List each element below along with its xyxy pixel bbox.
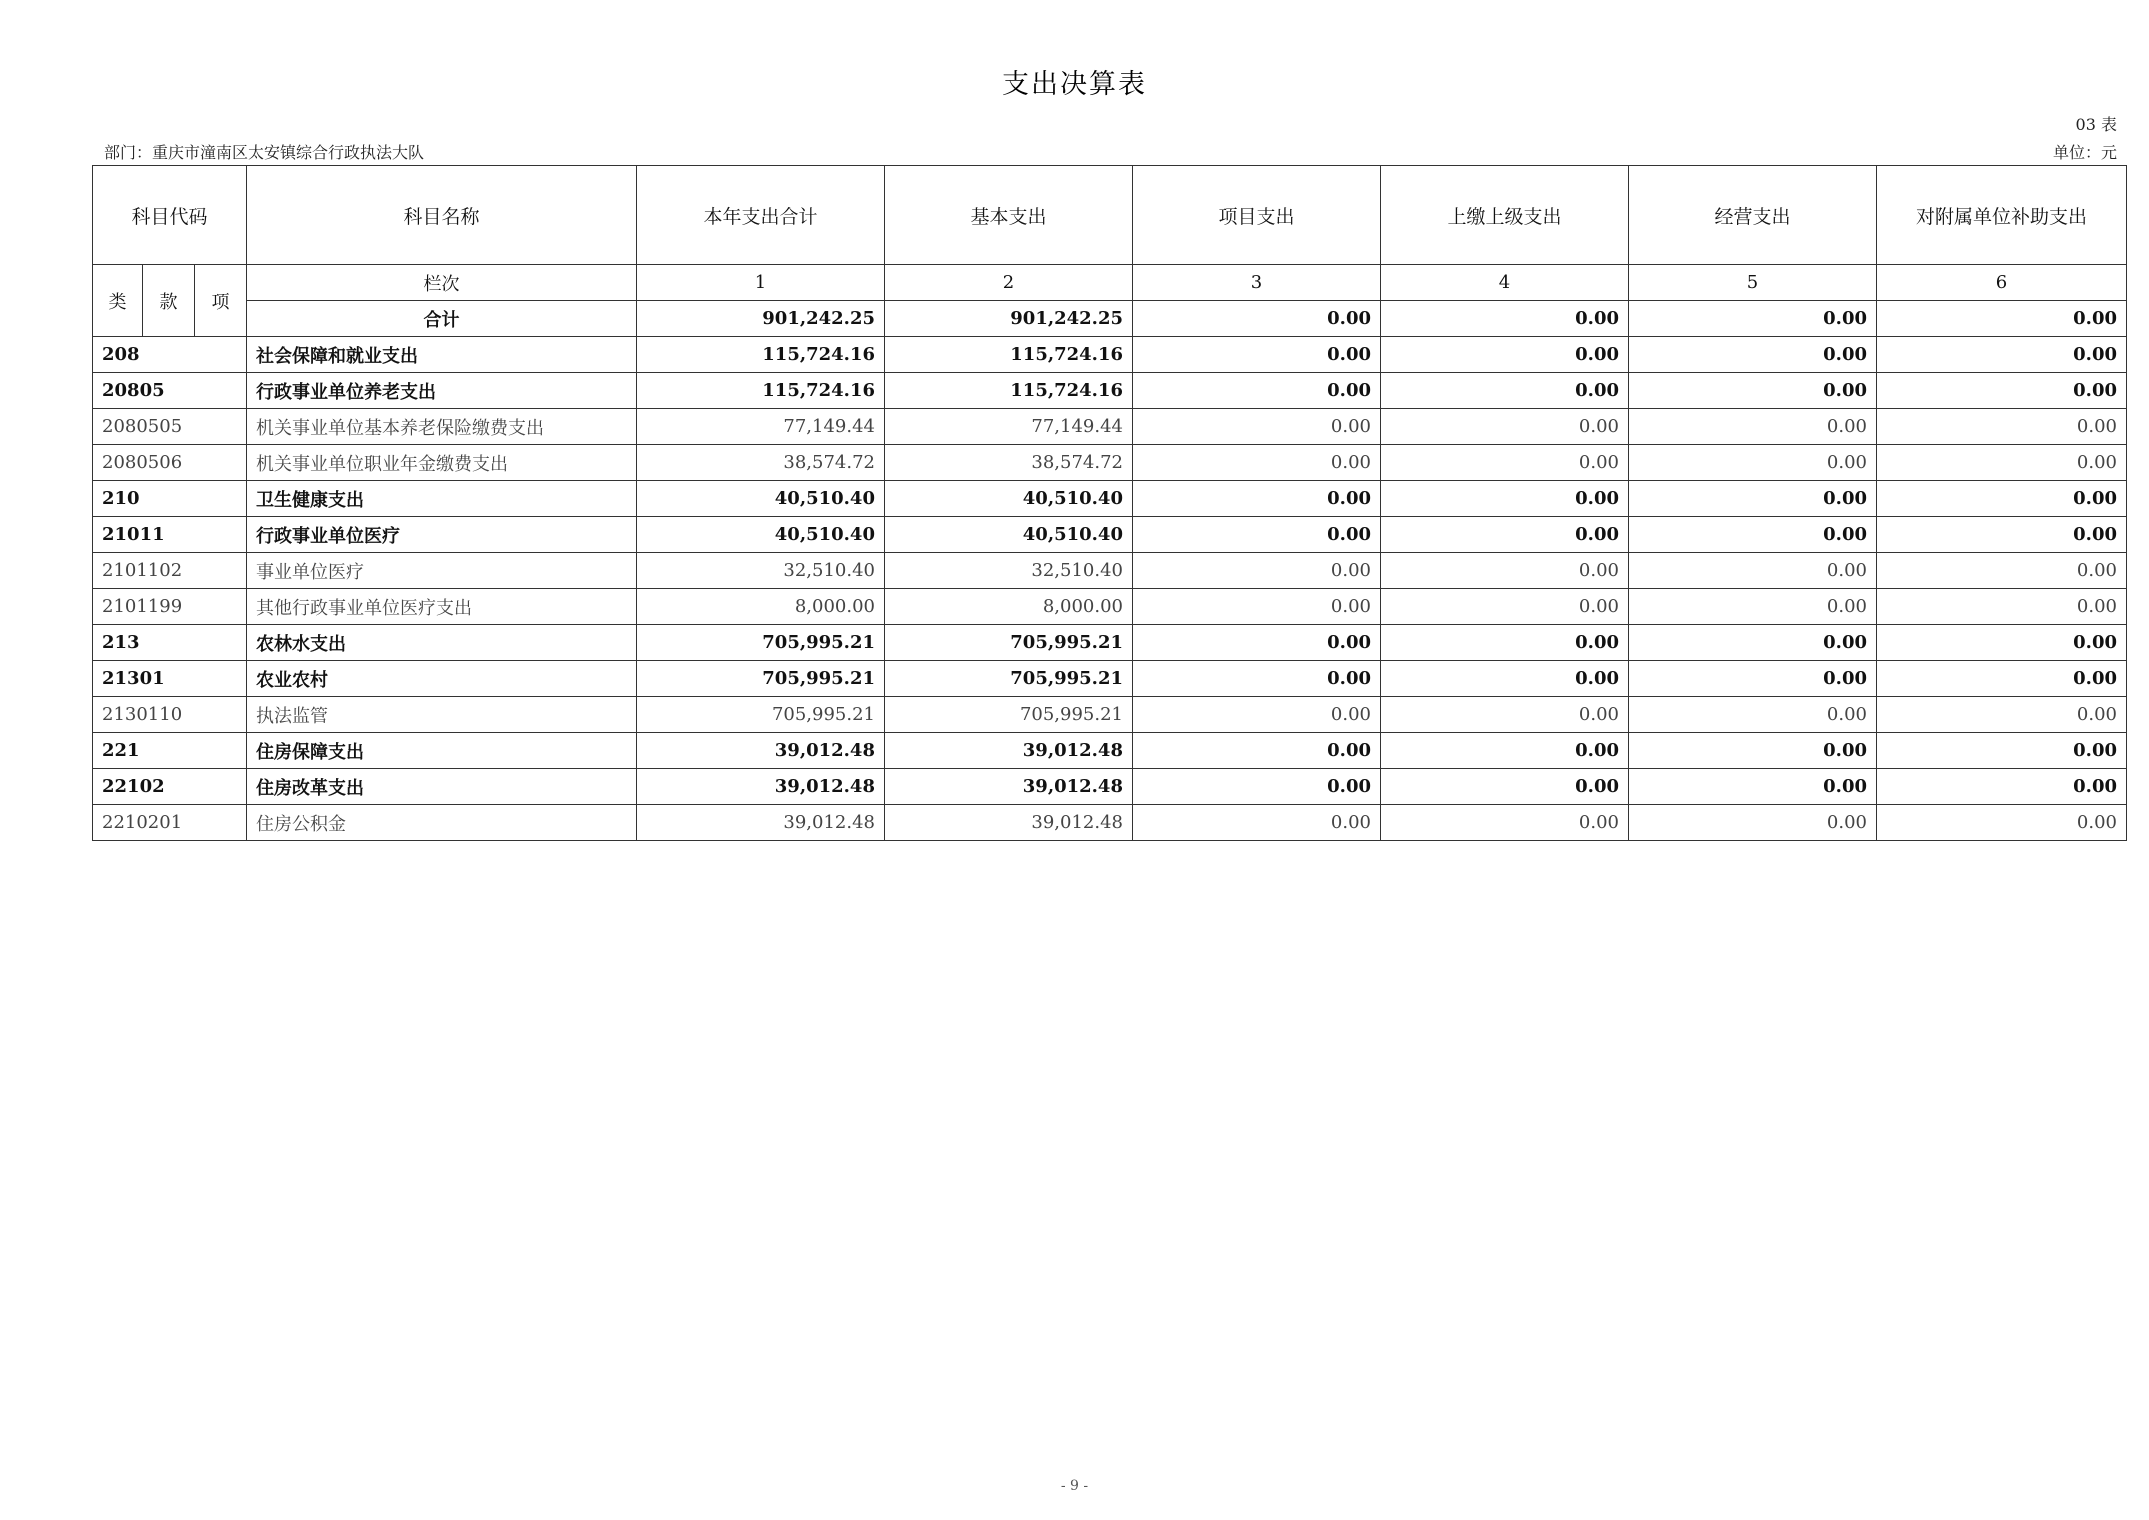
expenditure-table <box>92 165 2127 841</box>
subheader-lei: 类 <box>93 265 143 337</box>
amount-cell: 0.00 <box>1381 733 1629 769</box>
amount-cell: 0.00 <box>1629 769 1877 805</box>
amount-cell: 77,149.44 <box>637 409 885 445</box>
total-value: 0.00 <box>1877 301 2127 337</box>
amount-cell: 40,510.40 <box>885 481 1133 517</box>
amount-cell: 0.00 <box>1381 337 1629 373</box>
subject-code: 21301 <box>93 661 247 697</box>
column-number: 6 <box>1877 265 2127 301</box>
amount-cell: 32,510.40 <box>637 553 885 589</box>
page-number: - 9 - <box>1060 1478 1089 1494</box>
amount-cell: 705,995.21 <box>885 661 1133 697</box>
amount-cell: 0.00 <box>1877 445 2127 481</box>
total-value: 0.00 <box>1629 301 1877 337</box>
subject-name: 农林水支出 <box>247 625 637 661</box>
subject-name: 社会保障和就业支出 <box>247 337 637 373</box>
total-label: 合计 <box>247 301 637 337</box>
amount-cell: 0.00 <box>1877 769 2127 805</box>
amount-cell: 0.00 <box>1629 805 1877 841</box>
table-row <box>93 625 2127 661</box>
total-value: 901,242.25 <box>637 301 885 337</box>
form-number: 03 表 <box>2075 115 2117 134</box>
amount-cell: 0.00 <box>1629 373 1877 409</box>
amount-cell: 8,000.00 <box>885 589 1133 625</box>
subject-code: 2210201 <box>93 805 247 841</box>
amount-cell: 0.00 <box>1877 625 2127 661</box>
subject-code: 208 <box>93 337 247 373</box>
header-business: 经营支出 <box>1629 166 1877 265</box>
amount-cell: 0.00 <box>1877 553 2127 589</box>
subject-code: 2101199 <box>93 589 247 625</box>
subject-code: 21011 <box>93 517 247 553</box>
amount-cell: 0.00 <box>1133 805 1381 841</box>
amount-cell: 0.00 <box>1133 409 1381 445</box>
amount-cell: 39,012.48 <box>637 769 885 805</box>
header-upper: 上缴上级支出 <box>1381 166 1629 265</box>
column-number: 2 <box>885 265 1133 301</box>
amount-cell: 705,995.21 <box>885 697 1133 733</box>
amount-cell: 0.00 <box>1877 373 2127 409</box>
table-row <box>93 733 2127 769</box>
amount-cell: 40,510.40 <box>885 517 1133 553</box>
column-number: 5 <box>1629 265 1877 301</box>
subject-name: 住房保障支出 <box>247 733 637 769</box>
amount-cell: 115,724.16 <box>637 337 885 373</box>
subheader-lanci: 栏次 <box>247 265 637 301</box>
amount-cell: 0.00 <box>1133 625 1381 661</box>
amount-cell: 0.00 <box>1877 661 2127 697</box>
subject-name: 住房公积金 <box>247 805 637 841</box>
amount-cell: 0.00 <box>1629 553 1877 589</box>
column-number: 3 <box>1133 265 1381 301</box>
total-value: 901,242.25 <box>885 301 1133 337</box>
header-code: 科目代码 <box>93 166 247 265</box>
header-total: 本年支出合计 <box>637 166 885 265</box>
amount-cell: 0.00 <box>1381 697 1629 733</box>
total-row <box>93 301 2127 337</box>
amount-cell: 0.00 <box>1133 769 1381 805</box>
table-row <box>93 589 2127 625</box>
amount-cell: 32,510.40 <box>885 553 1133 589</box>
subject-code: 213 <box>93 625 247 661</box>
subject-code: 210 <box>93 481 247 517</box>
amount-cell: 0.00 <box>1877 409 2127 445</box>
table-row <box>93 661 2127 697</box>
amount-cell: 0.00 <box>1629 517 1877 553</box>
amount-cell: 0.00 <box>1381 625 1629 661</box>
amount-cell: 0.00 <box>1877 697 2127 733</box>
amount-cell: 0.00 <box>1133 337 1381 373</box>
subject-code: 221 <box>93 733 247 769</box>
table-row <box>93 409 2127 445</box>
amount-cell: 0.00 <box>1629 733 1877 769</box>
unit-label: 单位：元 <box>2052 143 2117 162</box>
amount-cell: 115,724.16 <box>885 337 1133 373</box>
amount-cell: 40,510.40 <box>637 517 885 553</box>
amount-cell: 0.00 <box>1381 409 1629 445</box>
amount-cell: 0.00 <box>1381 661 1629 697</box>
subject-name: 机关事业单位职业年金缴费支出 <box>247 445 637 481</box>
total-value: 0.00 <box>1381 301 1629 337</box>
header-subsidy: 对附属单位补助支出 <box>1877 166 2127 265</box>
table-row <box>93 697 2127 733</box>
amount-cell: 0.00 <box>1381 445 1629 481</box>
amount-cell: 38,574.72 <box>885 445 1133 481</box>
amount-cell: 77,149.44 <box>885 409 1133 445</box>
amount-cell: 0.00 <box>1381 805 1629 841</box>
table-row <box>93 373 2127 409</box>
total-value: 0.00 <box>1133 301 1381 337</box>
amount-cell: 0.00 <box>1381 481 1629 517</box>
table-row <box>93 481 2127 517</box>
subject-name: 行政事业单位养老支出 <box>247 373 637 409</box>
subject-code: 2080505 <box>93 409 247 445</box>
table-row <box>93 445 2127 481</box>
amount-cell: 8,000.00 <box>637 589 885 625</box>
column-number: 4 <box>1381 265 1629 301</box>
subject-name: 卫生健康支出 <box>247 481 637 517</box>
amount-cell: 705,995.21 <box>637 661 885 697</box>
amount-cell: 38,574.72 <box>637 445 885 481</box>
amount-cell: 0.00 <box>1629 409 1877 445</box>
column-number: 1 <box>637 265 885 301</box>
subject-code: 2130110 <box>93 697 247 733</box>
subject-name: 行政事业单位医疗 <box>247 517 637 553</box>
amount-cell: 705,995.21 <box>885 625 1133 661</box>
amount-cell: 0.00 <box>1133 697 1381 733</box>
amount-cell: 0.00 <box>1629 661 1877 697</box>
amount-cell: 39,012.48 <box>885 733 1133 769</box>
department-label: 部门：重庆市潼南区太安镇综合行政执法大队 <box>104 143 425 162</box>
amount-cell: 39,012.48 <box>885 769 1133 805</box>
amount-cell: 0.00 <box>1133 661 1381 697</box>
amount-cell: 0.00 <box>1877 481 2127 517</box>
column-number-row <box>93 265 2127 301</box>
subject-name: 机关事业单位基本养老保险缴费支出 <box>247 409 637 445</box>
table-row <box>93 553 2127 589</box>
header-basic: 基本支出 <box>885 166 1133 265</box>
amount-cell: 0.00 <box>1877 589 2127 625</box>
amount-cell: 0.00 <box>1629 625 1877 661</box>
amount-cell: 0.00 <box>1133 445 1381 481</box>
amount-cell: 0.00 <box>1381 373 1629 409</box>
amount-cell: 115,724.16 <box>885 373 1133 409</box>
amount-cell: 0.00 <box>1381 589 1629 625</box>
table-row <box>93 805 2127 841</box>
amount-cell: 705,995.21 <box>637 697 885 733</box>
amount-cell: 0.00 <box>1133 373 1381 409</box>
page-title: 支出决算表 <box>1002 69 1147 100</box>
amount-cell: 0.00 <box>1133 553 1381 589</box>
amount-cell: 0.00 <box>1629 481 1877 517</box>
table-row <box>93 517 2127 553</box>
amount-cell: 0.00 <box>1877 337 2127 373</box>
amount-cell: 115,724.16 <box>637 373 885 409</box>
subject-name: 事业单位医疗 <box>247 553 637 589</box>
amount-cell: 705,995.21 <box>637 625 885 661</box>
subheader-kuan: 款 <box>143 265 195 337</box>
amount-cell: 0.00 <box>1381 553 1629 589</box>
subject-code: 2080506 <box>93 445 247 481</box>
amount-cell: 0.00 <box>1133 733 1381 769</box>
amount-cell: 0.00 <box>1629 697 1877 733</box>
subject-code: 20805 <box>93 373 247 409</box>
subject-name: 执法监管 <box>247 697 637 733</box>
amount-cell: 0.00 <box>1133 517 1381 553</box>
subheader-xiang: 项 <box>195 265 247 337</box>
amount-cell: 0.00 <box>1133 589 1381 625</box>
header-row <box>93 166 2127 265</box>
amount-cell: 40,510.40 <box>637 481 885 517</box>
amount-cell: 0.00 <box>1877 517 2127 553</box>
table-row <box>93 337 2127 373</box>
table-row <box>93 769 2127 805</box>
subject-name: 农业农村 <box>247 661 637 697</box>
amount-cell: 39,012.48 <box>885 805 1133 841</box>
subject-name: 住房改革支出 <box>247 769 637 805</box>
header-project: 项目支出 <box>1133 166 1381 265</box>
amount-cell: 0.00 <box>1629 337 1877 373</box>
amount-cell: 0.00 <box>1877 733 2127 769</box>
amount-cell: 39,012.48 <box>637 805 885 841</box>
subject-code: 2101102 <box>93 553 247 589</box>
amount-cell: 0.00 <box>1629 445 1877 481</box>
amount-cell: 39,012.48 <box>637 733 885 769</box>
amount-cell: 0.00 <box>1133 481 1381 517</box>
amount-cell: 0.00 <box>1381 517 1629 553</box>
subject-name: 其他行政事业单位医疗支出 <box>247 589 637 625</box>
amount-cell: 0.00 <box>1381 769 1629 805</box>
amount-cell: 0.00 <box>1877 805 2127 841</box>
header-name: 科目名称 <box>247 166 637 265</box>
subject-code: 22102 <box>93 769 247 805</box>
amount-cell: 0.00 <box>1629 589 1877 625</box>
